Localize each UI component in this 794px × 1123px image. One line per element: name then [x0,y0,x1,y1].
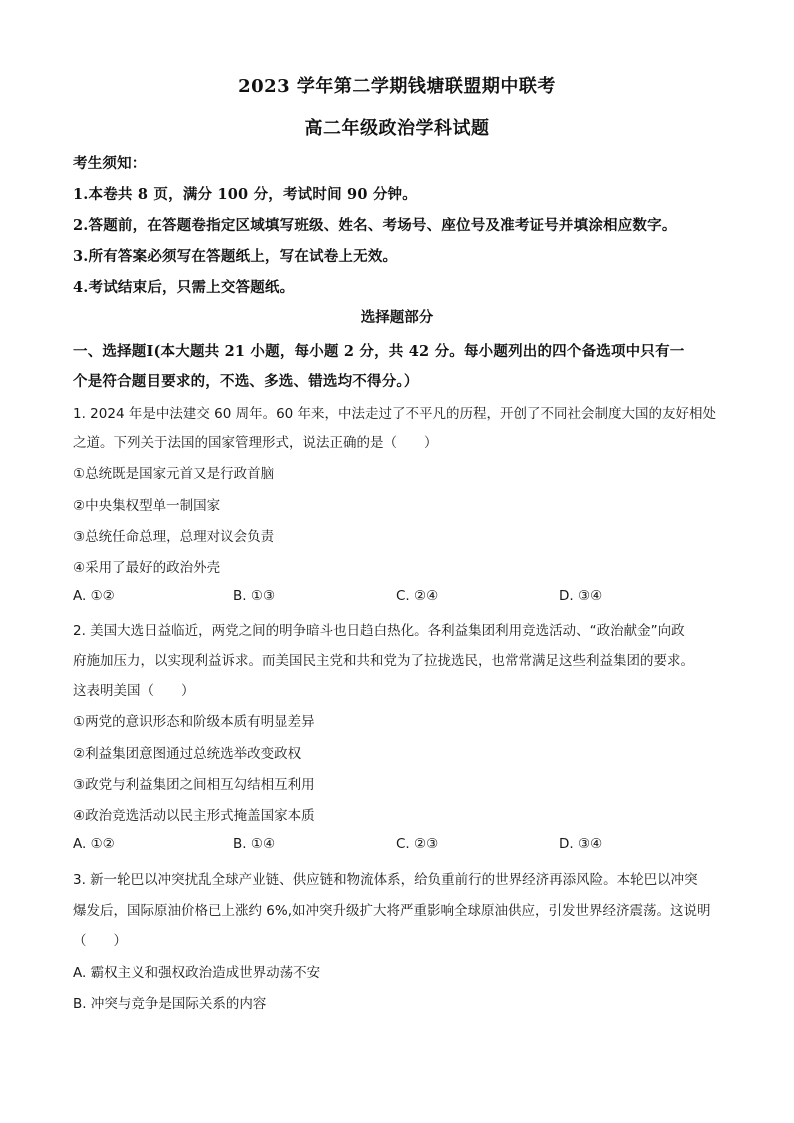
question-statement: ④采用了最好的政治外壳 [73,560,221,576]
question-statement: ③政党与利益集团之间相互勾结相互利用 [73,777,315,793]
question-statement: ①总统既是国家元首又是行政首脑 [73,466,275,482]
answer-option: B. 冲突与竞争是国际关系的内容 [73,996,267,1012]
question-stem: 1. 2024 年是中法建交 60 周年。60 年来，中法走过了不平凡的历程，开创了不同社会制度大国的友好相处 [73,406,717,422]
section-instruction: 个是符合题目要求的，不选、多选、错选均不得分。） [73,373,419,390]
question-statement: ①两党的意识形态和阶级本质有明显差异 [73,714,315,730]
question-stem: 2. 美国大选日益临近，两党之间的明争暗斗也日趋白热化。各利益集团利用竞选活动、“政治献金”向政 [73,623,685,639]
answer-option: C. ②③ [396,836,439,852]
question-stem: （ ） [73,933,127,949]
notice-heading: 考生须知： [73,155,147,172]
answer-option: D. ③④ [559,836,603,852]
question-stem: 这表明美国（ ） [73,683,195,699]
exam-title: 2023 学年第二学期钱塘联盟期中联考 [238,76,556,97]
notice-item: 3.所有答案必须写在答题纸上，写在试卷上无效。 [73,248,398,265]
question-stem: 3. 新一轮巴以冲突扰乱全球产业链、供应链和物流体系，给负重前行的世界经济再添风险。本轮巴以冲突 [73,872,698,888]
question-statement: ③总统任命总理，总理对议会负责 [73,529,275,545]
section-header: 选择题部分 [360,309,434,326]
notice-item: 2.答题前，在答题卷指定区域填写班级、姓名、考场号、座位号及准考证号并填涂相应数字。 [73,217,677,234]
question-statement: ④政治竞选活动以民主形式掩盖国家本质 [73,808,315,824]
question-stem: 府施加压力，以实现利益诉求。而美国民主党和共和党为了拉拢选民，也常常满足这些利益集团的要求。 [73,653,694,669]
answer-option: B. ①④ [233,836,276,852]
answer-option: A. ①② [73,588,115,604]
section-instruction: 一、选择题Ⅰ(本大题共 21 小题，每小题 2 分，共 42 分。每小题列出的四个备选项中只有一 [73,343,685,360]
answer-option: D. ③④ [559,588,603,604]
answer-option: A. ①② [73,836,115,852]
answer-option: A. 霸权主义和强权政治造成世界动荡不安 [73,965,321,981]
notice-item: 4.考试结束后，只需上交答题纸。 [73,279,295,296]
answer-option: B. ①③ [233,588,276,604]
question-stem: 之道。下列关于法国的国家管理形式，说法正确的是（ ） [73,435,438,451]
answer-option: C. ②④ [396,588,439,604]
question-statement: ②利益集团意图通过总统选举改变政权 [73,746,302,762]
question-statement: ②中央集权型单一制国家 [73,498,221,514]
notice-item: 1.本卷共 8 页，满分 100 分，考试时间 90 分钟。 [73,186,417,203]
question-stem: 爆发后，国际原油价格已上涨约 6%,如冲突升级扩大将严重影响全球原油供应，引发世界经济震荡。这说明 [73,903,711,919]
exam-subtitle: 高二年级政治学科试题 [304,118,490,139]
